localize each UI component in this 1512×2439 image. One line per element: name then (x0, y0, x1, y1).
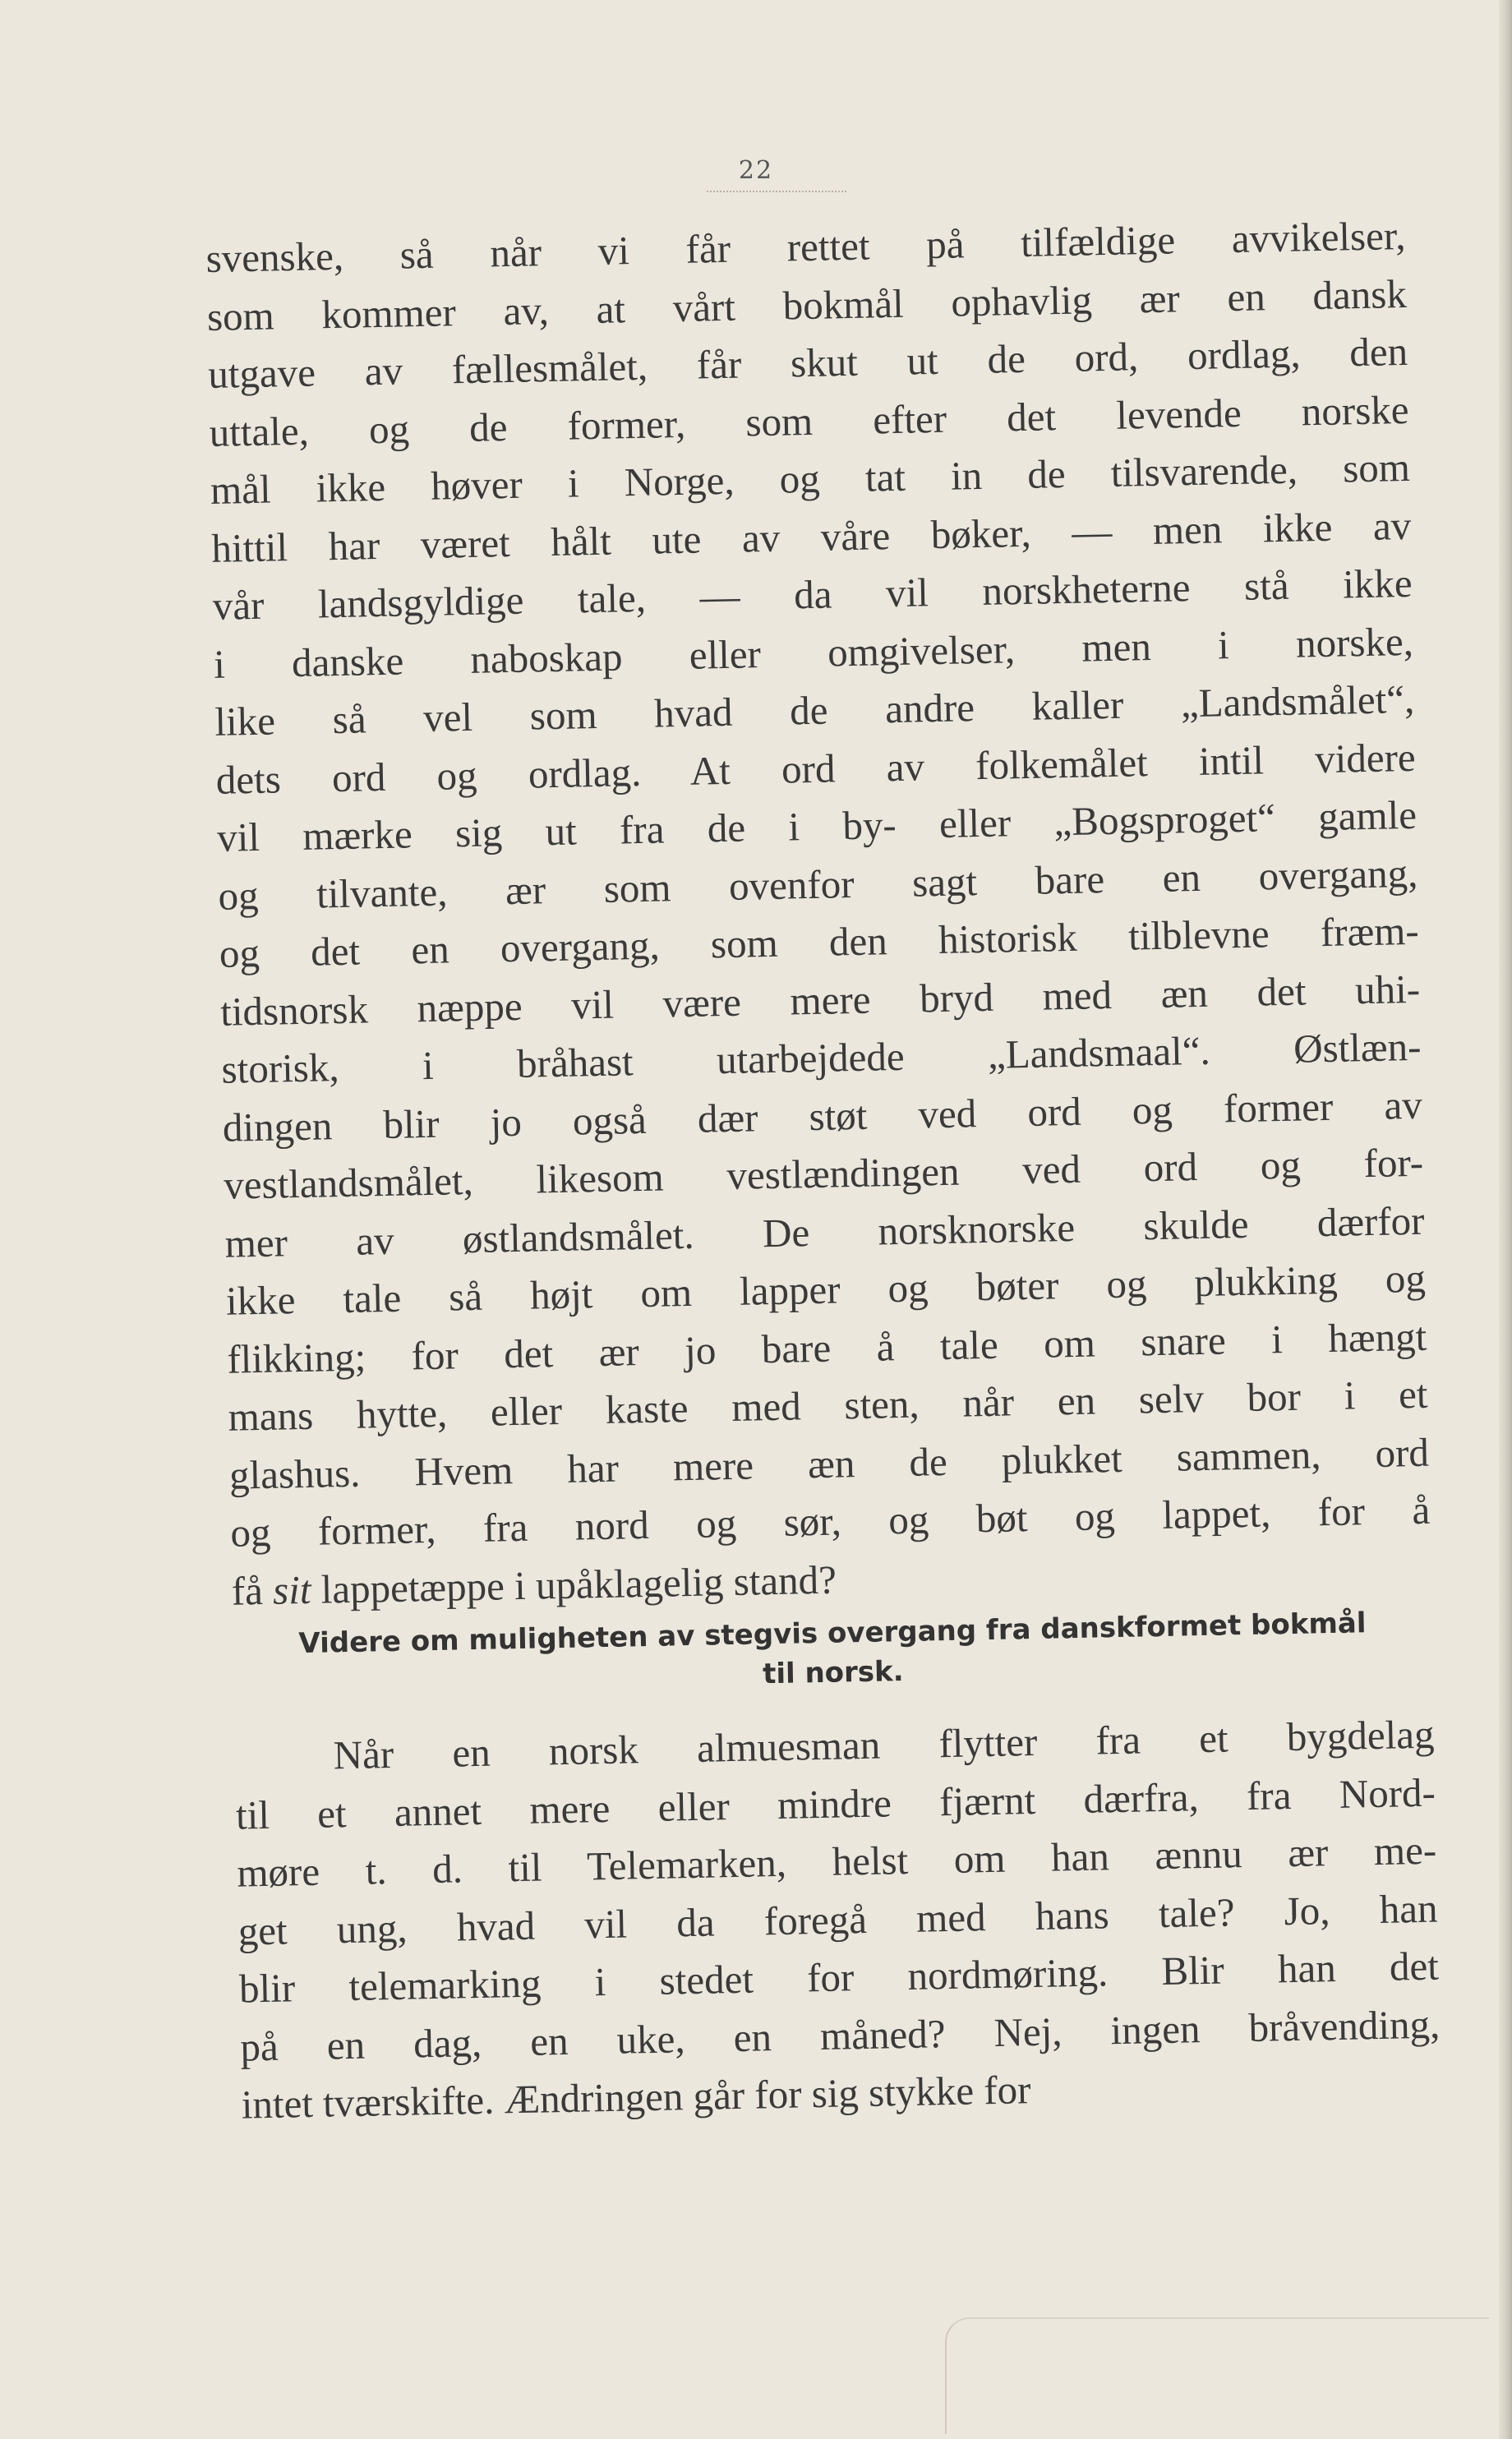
text-line: storisk, i bråhast utarbejdede „Landsmaal“. Østlæn- (221, 1023, 1422, 1092)
body-text (205, 207, 1441, 2134)
text-line: møre t. d. til Telemarken, helst om han ænnu ær me- (236, 1827, 1437, 1896)
text-line: ikke tale så højt om lapper og bøter og plukking og (225, 1255, 1427, 1324)
text-line: og det en overgang, som den historisk tilblevne fræm- (219, 907, 1420, 976)
text-line: Når en norsk almuesman flytter fra et bygdelag (333, 1711, 1435, 1778)
text-line: flikking; for det ær jo bare å tale om snare i hængt (226, 1313, 1427, 1382)
paragraph-2 (234, 1706, 1441, 2134)
paragraph-1 (205, 207, 1431, 1562)
text-line: som kommer av, at vårt bokmål ophavlig ær en dansk (206, 270, 1408, 339)
section-heading (233, 1602, 1434, 1704)
italic-word: sit (272, 1566, 311, 1613)
page-corner-mark (945, 2317, 1489, 2434)
text-line: mans hytte, eller kaste med sten, når en selv bor i et (228, 1371, 1428, 1440)
text-line: i danske naboskap eller omgivelser, men i norske, (213, 618, 1414, 687)
text-line: blir telemarking i stedet for nordmøring. Blir han det (238, 1943, 1440, 2012)
text-line: tidsnorsk næppe vil være mere bryd med æn det uhi- (219, 966, 1421, 1035)
page-edge (1499, 0, 1512, 2439)
text-line: vestlandsmålet, likesom vestlændingen ved ord og for- (223, 1139, 1424, 1208)
text-line: på en dag, en uke, en måned? Nej, ingen bråvending, (239, 2001, 1441, 2070)
text-line: til et annet mere eller mindre fjærnt dærfra, fra Nord- (235, 1769, 1436, 1838)
text-line: svenske, så når vi får rettet på tilfældige avvikelser, (205, 212, 1406, 281)
text-line: vil mærke sig ut fra de i by- eller „Bogsproget“ gamle (216, 791, 1418, 860)
heading-line-1: Videre om muligheten av stegvis overgang fra danskformet bokmål (298, 1607, 1367, 1661)
text-line: mer av østlandsmålet. De norsknorske skulde dærfor (224, 1197, 1425, 1266)
text-line: hittil har været hålt ute av våre bøker, — men ikke av (210, 502, 1412, 571)
text-line: get ung, hvad vil da foregå med hans tale? Jo, han (237, 1885, 1438, 1954)
text-line: vår landsgyldige tale, — da vil norskheterne stå ikke (212, 560, 1413, 629)
text-line: utgave av fællesmålet, får skut ut de ord, ordlag, den (207, 328, 1408, 397)
text-line: dets ord og ordlag. At ord av folkemålet intil videre (215, 734, 1417, 803)
heading-line-2: til norsk. (762, 1655, 904, 1691)
text-line: intet tværskifte. Ændringen går for sig stykke for (241, 2067, 1031, 2128)
text-line: uttale, og de former, som efter det levende norske (209, 386, 1409, 455)
text-line: og tilvante, ær som ovenfor sagt bare en overgang, (218, 850, 1418, 919)
text-line: og former, fra nord og sør, og bøt og lappet, for å (229, 1487, 1431, 1556)
text-line: dingen blir jo også dær støt ved ord og former av (222, 1081, 1423, 1150)
text-line: få sit lappetæppe i upåklagelig stand? (231, 1556, 837, 1614)
page-number: 22 (738, 156, 774, 185)
text-line: like så vel som hvad de andre kaller „Landsmålet“, (214, 675, 1415, 745)
text-line: glashus. Hvem har mere æn de plukket sammen, ord (228, 1429, 1430, 1498)
page-number-rule (707, 191, 846, 192)
text-line: mål ikke høver i Norge, og tat in de tilsvarende, som (210, 444, 1411, 513)
